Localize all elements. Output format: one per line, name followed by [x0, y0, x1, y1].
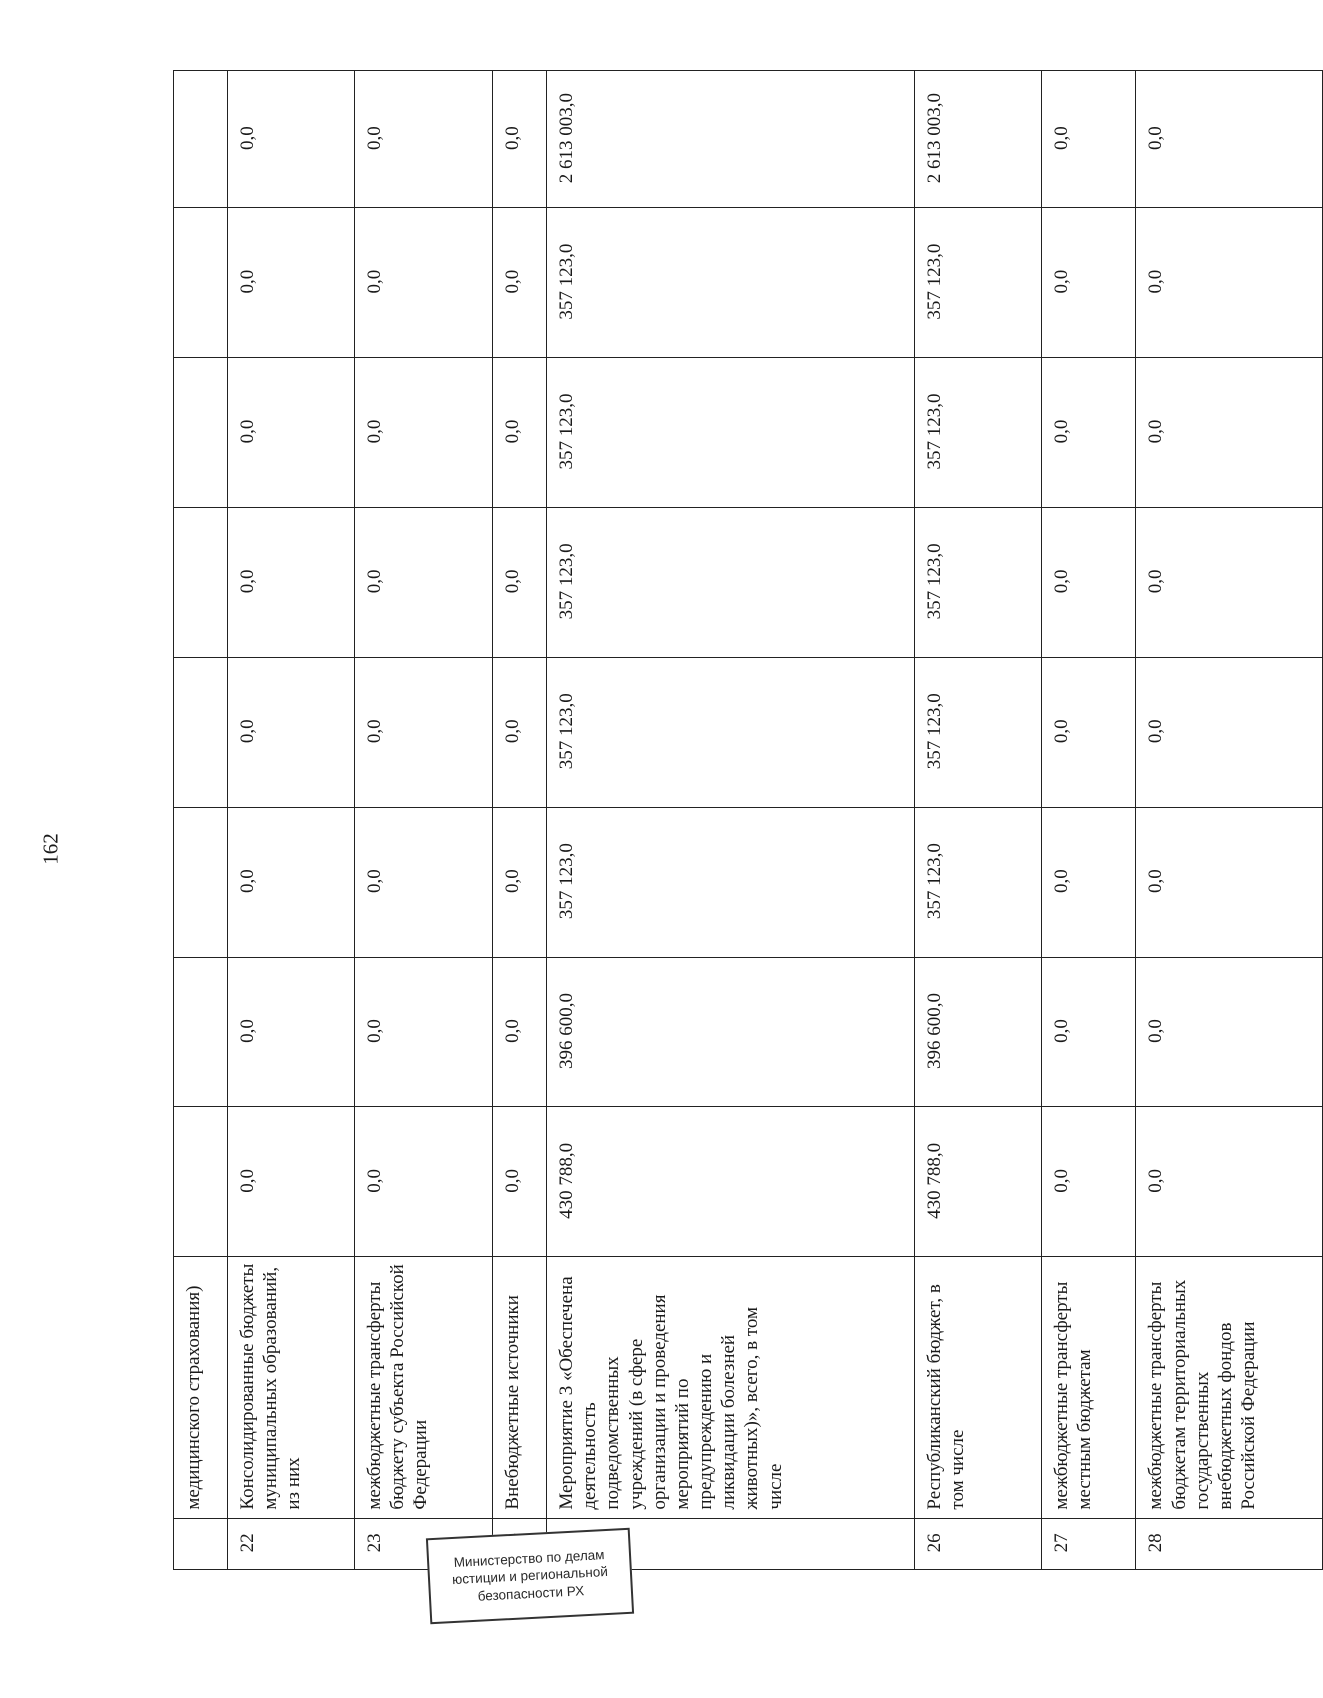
- value-cell: 0,0: [493, 657, 547, 807]
- row-number-cell: [174, 1518, 228, 1569]
- ministry-stamp: [426, 1528, 634, 1625]
- value-cell: 0,0: [1041, 957, 1136, 1107]
- table-row: [914, 71, 1041, 1570]
- value-cell: 430 788,0: [914, 1107, 1041, 1257]
- stamp-line-1: Министерство по делам: [453, 1546, 605, 1570]
- value-cell: 357 123,0: [914, 657, 1041, 807]
- value-cell: 357 123,0: [547, 807, 915, 957]
- row-name-cell: Мероприятие 3 «Обеспечена деятельность подведомственных учреждений (в сфере организации и проведения мероприятий по предупреждению и ликвидации болезней животных)», всего, в том числе: [547, 1257, 915, 1518]
- value-cell: 0,0: [228, 657, 355, 807]
- value-cell: 357 123,0: [914, 507, 1041, 657]
- row-number-cell: 28: [1136, 1518, 1323, 1569]
- value-cell: 357 123,0: [547, 358, 915, 508]
- row-name-cell: межбюджетные трансферты местным бюджетам: [1041, 1257, 1136, 1518]
- value-cell: [174, 358, 228, 508]
- value-cell: 0,0: [1136, 957, 1323, 1107]
- table-row: [228, 71, 355, 1570]
- stamp-line-2: юстиции и региональной: [451, 1564, 609, 1588]
- value-cell: [174, 507, 228, 657]
- row-number-cell: 22: [228, 1518, 355, 1569]
- value-cell: 2 613 003,0: [914, 71, 1041, 208]
- row-number-cell: 27: [1041, 1518, 1136, 1569]
- value-cell: 0,0: [1041, 807, 1136, 957]
- value-cell: [174, 657, 228, 807]
- value-cell: 0,0: [1041, 507, 1136, 657]
- row-name-cell: межбюджетные трансферты бюджетам территориальных государственных внебюджетных фондов Российской Федерации: [1136, 1257, 1323, 1518]
- rotated-table-container: [173, 70, 1323, 1570]
- value-cell: 0,0: [228, 71, 355, 208]
- value-cell: 0,0: [228, 358, 355, 508]
- value-cell: 0,0: [493, 957, 547, 1107]
- value-cell: 357 123,0: [547, 657, 915, 807]
- table-row: [547, 71, 915, 1570]
- value-cell: 0,0: [355, 71, 493, 208]
- value-cell: 0,0: [355, 1107, 493, 1257]
- value-cell: [174, 208, 228, 358]
- row-name-cell: межбюджетные трансферты бюджету субъекта Российской Федерации: [355, 1257, 493, 1518]
- value-cell: 396 600,0: [914, 957, 1041, 1107]
- value-cell: 0,0: [493, 1107, 547, 1257]
- value-cell: 0,0: [228, 1107, 355, 1257]
- value-cell: [174, 807, 228, 957]
- value-cell: 0,0: [355, 507, 493, 657]
- value-cell: 0,0: [1136, 807, 1323, 957]
- value-cell: 396 600,0: [547, 957, 915, 1107]
- row-name-cell: медицинского страхования): [174, 1257, 228, 1518]
- value-cell: 0,0: [228, 507, 355, 657]
- value-cell: 0,0: [355, 358, 493, 508]
- value-cell: 357 123,0: [547, 507, 915, 657]
- budget-table: [173, 70, 1323, 1570]
- value-cell: 0,0: [493, 358, 547, 508]
- value-cell: [174, 1107, 228, 1257]
- value-cell: 0,0: [355, 657, 493, 807]
- value-cell: 0,0: [228, 807, 355, 957]
- row-number-cell: 26: [914, 1518, 1041, 1569]
- row-number-cell: 23: [355, 1518, 493, 1569]
- value-cell: [174, 71, 228, 208]
- value-cell: 0,0: [1136, 358, 1323, 508]
- page-number: 162: [38, 833, 63, 865]
- value-cell: 0,0: [1041, 358, 1136, 508]
- value-cell: 357 123,0: [914, 807, 1041, 957]
- row-name-cell: Консолидированные бюджеты муниципальных образований, из них: [228, 1257, 355, 1518]
- value-cell: 0,0: [355, 208, 493, 358]
- value-cell: 0,0: [355, 807, 493, 957]
- table-row: [355, 71, 493, 1570]
- value-cell: 357 123,0: [914, 358, 1041, 508]
- value-cell: 0,0: [1041, 71, 1136, 208]
- value-cell: 2 613 003,0: [547, 71, 915, 208]
- value-cell: 0,0: [1136, 657, 1323, 807]
- value-cell: 0,0: [228, 208, 355, 358]
- value-cell: 0,0: [1136, 208, 1323, 358]
- value-cell: 0,0: [493, 807, 547, 957]
- row-name-cell: Внебюджетные источники: [493, 1257, 547, 1518]
- table-row: [1041, 71, 1136, 1570]
- row-name-cell: Республиканский бюджет, в том числе: [914, 1257, 1041, 1518]
- value-cell: 0,0: [228, 957, 355, 1107]
- value-cell: 0,0: [493, 208, 547, 358]
- table-row: [493, 71, 547, 1570]
- value-cell: [174, 957, 228, 1107]
- stamp-line-3: безопасности РХ: [477, 1582, 585, 1604]
- value-cell: 430 788,0: [547, 1107, 915, 1257]
- value-cell: 0,0: [1041, 657, 1136, 807]
- value-cell: 0,0: [1136, 1107, 1323, 1257]
- value-cell: 0,0: [1041, 1107, 1136, 1257]
- value-cell: 0,0: [355, 957, 493, 1107]
- table-body: [174, 71, 1323, 1570]
- value-cell: 0,0: [1041, 208, 1136, 358]
- value-cell: 357 123,0: [547, 208, 915, 358]
- table-row: [174, 71, 228, 1570]
- value-cell: 0,0: [1136, 71, 1323, 208]
- value-cell: 0,0: [493, 71, 547, 208]
- value-cell: 0,0: [1136, 507, 1323, 657]
- value-cell: 0,0: [493, 507, 547, 657]
- table-row: [1136, 71, 1323, 1570]
- value-cell: 357 123,0: [914, 208, 1041, 358]
